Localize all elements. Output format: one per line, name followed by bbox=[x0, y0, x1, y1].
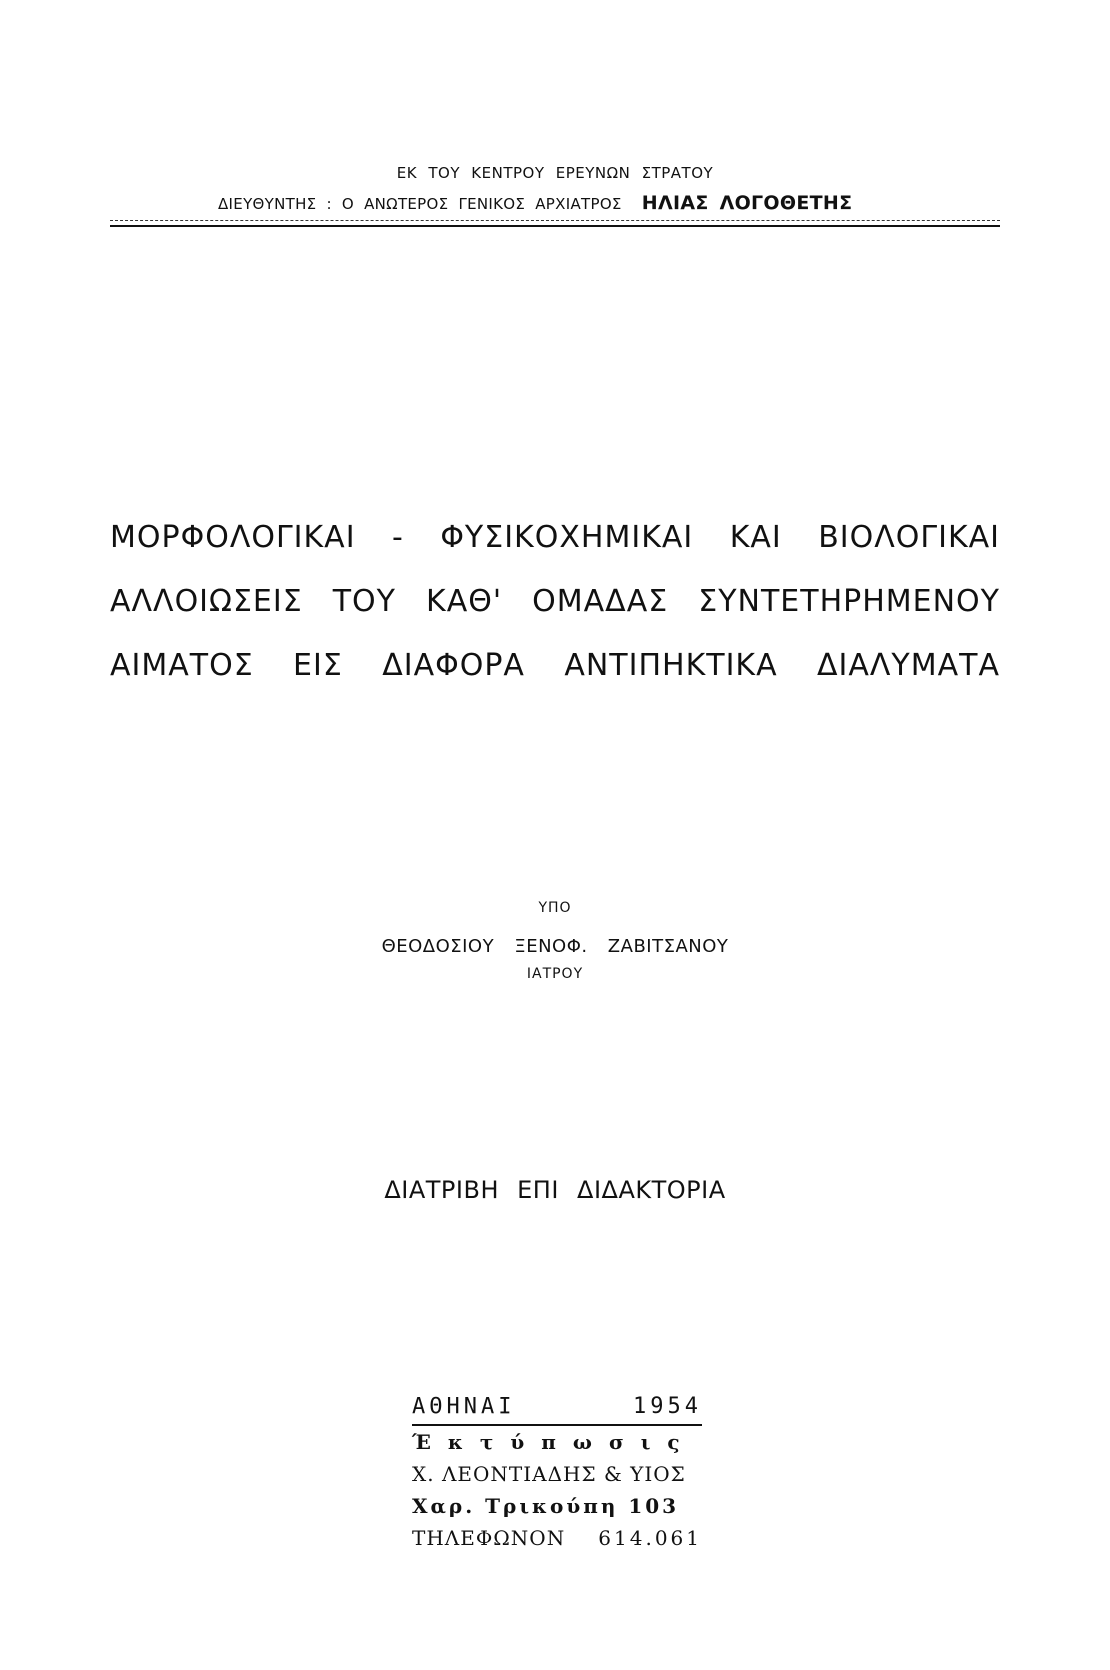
printer-phone bbox=[412, 1526, 702, 1550]
thesis-type: ΔΙΑΤΡΙΒΗ ΕΠΙ ΔΙΔΑΚΤΟΡΙΑ bbox=[384, 1176, 726, 1204]
author-profession: ΙΑΤΡΟΥ bbox=[526, 966, 584, 982]
header-rule-dashed bbox=[110, 220, 1000, 221]
phone-number: 614.061 bbox=[598, 1526, 702, 1550]
publication-city: ΑΘΗΝΑΙ bbox=[412, 1394, 516, 1419]
director-title: ΔΙΕΥΘΥΝΤΗΣ : Ο ΑΝΩΤΕΡΟΣ ΓΕΝΙΚΟΣ ΑΡΧΙΑΤΡΟΣ bbox=[218, 195, 622, 213]
printer-address: Χαρ. Τρικούπη 103 bbox=[412, 1494, 680, 1518]
imprint-rule bbox=[412, 1424, 702, 1426]
title-line-1: ΜΟΡΦΟΛΟΓΙΚΑΙ - ΦΥΣΙΚΟΧΗΜΙΚΑΙ ΚΑΙ ΒΙΟΛΟΓΙΚΑΙ bbox=[110, 520, 1000, 555]
institution-line: ΕΚ ΤΟΥ ΚΕΝΤΡΟΥ ΕΡΕΥΝΩΝ ΣΤΡΑΤΟΥ bbox=[396, 164, 714, 182]
by-label: ΥΠΟ bbox=[538, 900, 572, 916]
director-line bbox=[218, 192, 852, 214]
title-line-2: ΑΛΛΟΙΩΣΕΙΣ ΤΟΥ ΚΑΘ' ΟΜΑΔΑΣ ΣΥΝΤΕΤΗΡΗΜΕΝΟΥ bbox=[110, 584, 1000, 619]
author-name: ΘΕΟΔΟΣΙΟΥ ΞΕΝΟΦ. ΖΑΒΙΤΣΑΝΟΥ bbox=[381, 936, 729, 957]
publication-place-year bbox=[412, 1394, 702, 1419]
header-rule bbox=[110, 225, 1000, 227]
publication-year: 1954 bbox=[633, 1394, 702, 1419]
phone-label: ΤΗΛΕΦΩΝΟΝ bbox=[412, 1526, 566, 1550]
printed-by-label: Έκτύπωσις bbox=[412, 1430, 697, 1454]
printer-name: Χ. ΛΕΟΝΤΙΑΔΗΣ & ΥΙΟΣ bbox=[412, 1462, 686, 1486]
director-name: ΗΛΙΑΣ ΛΟΓΟΘΕΤΗΣ bbox=[641, 192, 853, 214]
title-line-3: ΑΙΜΑΤΟΣ ΕΙΣ ΔΙΑΦΟΡΑ ΑΝΤΙΠΗΚΤΙΚΑ ΔΙΑΛΥΜΑΤΑ bbox=[110, 648, 1000, 683]
